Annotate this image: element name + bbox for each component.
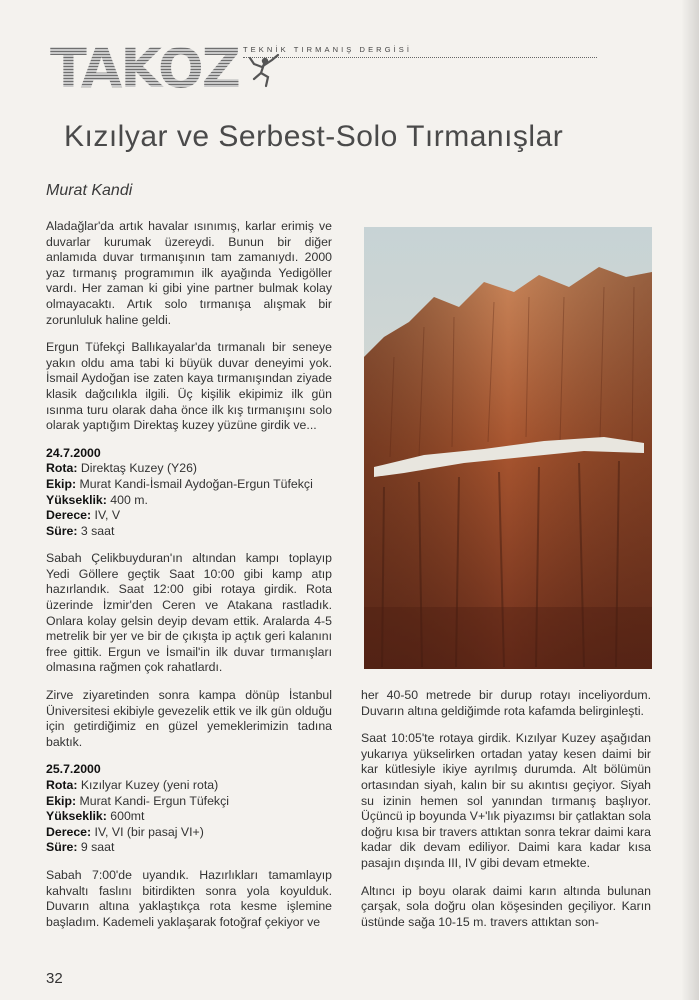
climb-date: 24.7.2000 [46,445,101,460]
detail-rota: Rota: Direktaş Kuzey (Y26) [46,461,198,476]
right-column [361,688,651,942]
page-number: 32 [46,970,63,987]
detail-derece: Derece: IV, V [46,508,121,523]
article-title: Kızılyar ve Serbest-Solo Tırmanışlar [64,120,564,153]
detail-sure: Süre: 3 saat [46,523,115,538]
detail-yukseklik: Yükseklik: 600mt [46,809,145,824]
header-rule [243,57,597,58]
paragraph: her 40-50 metrede bir durup rotayı inceliyordum. Duvarın altına geldiğimde rota kafamda belirginleşti. [361,688,651,718]
paragraph: Ergun Tüfekçi Ballıkayalar'da tırmanalı bir seneye yakın oldu ama tabi ki büyük duvar deneyimi yok. İsmail Aydoğan ise zaten kaya tırmanışından ziyade klasik dağcılıkla ilgili. Üç kişilik ekipimiz ilk gün ısınma turu olarak daha önce ilk kış tırmanışını solo olarak yaptığım Direktaş kuzey yüzüne girdik ve... [46,340,332,433]
detail-yukseklik: Yükseklik: 400 m. [46,492,148,507]
detail-ekip: Ekip: Murat Kandi- Ergun Tüfekçi [46,793,229,808]
left-column [46,219,332,942]
detail-ekip: Ekip: Murat Kandi-İsmail Aydoğan-Ergun Tüfekçi [46,476,313,491]
paragraph: Sabah Çelikbuyduran'ın altından kampı toplayıp Yedi Göllere geçtik Saat 10:00 gibi kamp atıp hazırlandık. Saat 12:00 gibi rotaya girdik. Rota üzerinde İzmir'den Ceren ve Atakana rastladık. Onlara kolay gelsin deyip devam ettik. Aralarda 4-5 metrelik bir yer ve bir de çıkışta ip açtık geri kalanını free gittik. Ergun ve İsmail'in ilk duvar tırmanışları olmasına rağmen çok rahatlardı. [46,551,332,675]
paragraph: Zirve ziyaretinden sonra kampa dönüp İstanbul Üniversitesi ekibiyle gevezelik ettik ve ilk gün olduğu için getirdiğimiz en güzel yemeklerimizin tadına baktık. [46,688,332,749]
paragraph: Aladağlar'da artık havalar ısınımış, karlar erimiş ve duvarlar kurumak üzereydi. Bunun bir diğer anlamıda duvar tırmanışının tam zamanıydı. 2000 yaz tırmanış programımın ilk ayağında Yedigöller vardı. Her zaman ki gibi yine partner bulmak kolay olmayacaktı. Artık solo tırmanışa alışmak bir zorunluluk haline geldi. [46,219,332,327]
detail-sure: Süre: 9 saat [46,840,115,855]
climb-date: 25.7.2000 [46,762,101,777]
mountain-photo [364,227,652,669]
climber-icon [244,52,288,90]
climb-details-1 [46,446,332,540]
detail-derece: Derece: IV, VI (bir pasaj VI+) [46,824,204,839]
detail-rota: Rota: Kızılyar Kuzey (yeni rota) [46,778,219,792]
magazine-tagline: TEKNİK TIRMANIŞ DERGİSİ [243,45,413,54]
article-author: Murat Kandi [46,182,133,199]
paragraph: Saat 10:05'te rotaya girdik. Kızılyar Kuzey aşağıdan yukarıya yükselirken ortadan yatay kesen daimi bir kar kütlesiyle ikiye ayrılmış durumda. Alt bölümün ortasından siyah, kalın bir su akıntısı geçiyor. Siyah su izinin hemen sol yanından tırmanış başlıyor. Üçüncü ip boyunda V+'lık piyazımsı bir çatlaktan sola doğru kısa bir travers attıktan sonra tekrar daimi kara kadar dik devam ediliyor. Daimi kara kadar kısa pasajın dışında III, IV gibi devam etmekte. [361,731,651,870]
paragraph: Altıncı ip boyu olarak daimi karın altında bulunan çarşak, sola doğru olan köşesinden geçiliyor. Karın üstünde sağa 10-15 m. travers attıktan son- [361,883,651,929]
logo-text: TAKOZ [50,42,290,96]
page-edge-shadow [681,0,699,1000]
paragraph: Sabah 7:00'de uyandık. Hazırlıkları tamamlayıp kahvaltı faslını bitirdikten sonra yola koyulduk. Duvarın altına yaklaştıkça rota kesme işlemine başladım. Kademeli yaklaşarak fotoğraf çekiyor ve [46,867,332,929]
climb-details-2 [46,762,332,856]
